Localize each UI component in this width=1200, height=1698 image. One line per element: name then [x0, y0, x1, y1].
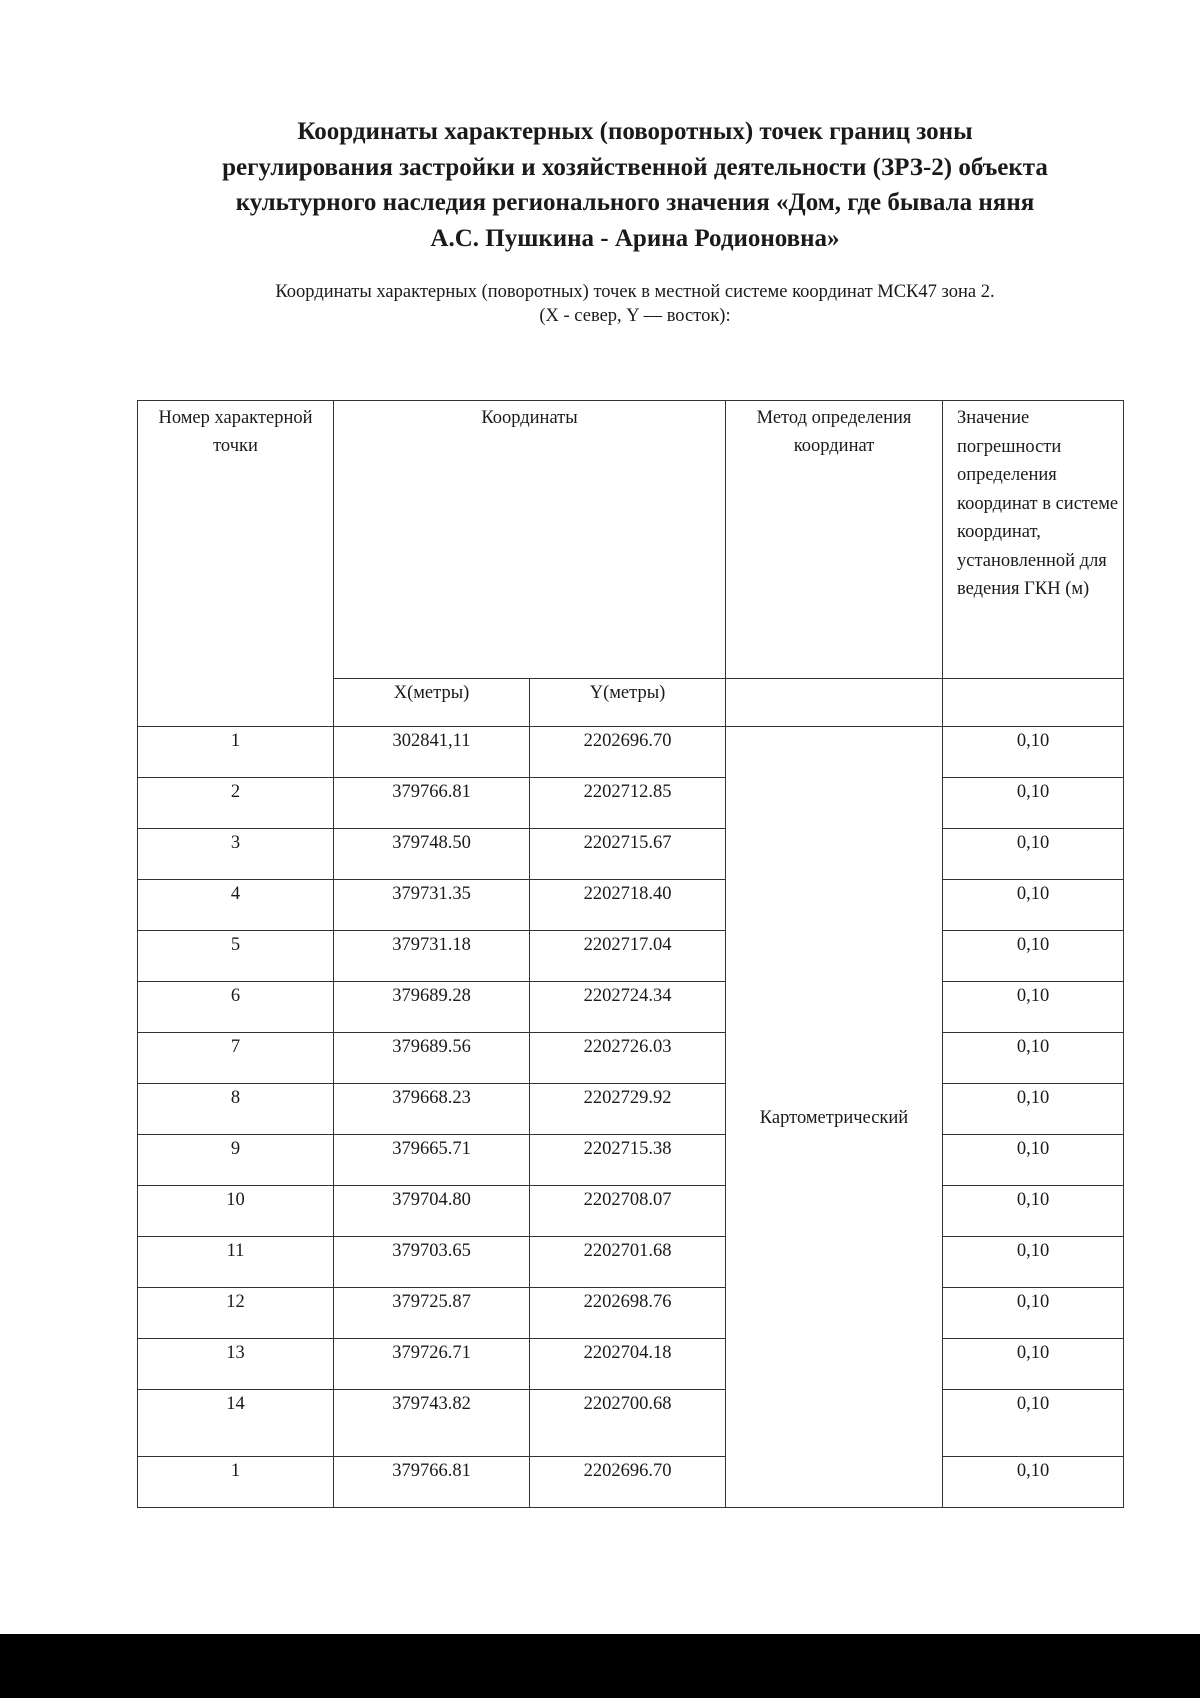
table-row	[138, 880, 1124, 931]
subtitle-line: (X - север, Y — восток):	[539, 306, 731, 326]
cell-x: 379689.28	[334, 982, 530, 1033]
cell-error: 0,10	[943, 1135, 1124, 1186]
cell-point-number: 12	[138, 1288, 334, 1339]
header-x: X(метры)	[334, 679, 530, 727]
cell-point-number: 5	[138, 931, 334, 982]
cell-point-number: 6	[138, 982, 334, 1033]
header-method-empty	[726, 679, 943, 727]
cell-y: 2202717.04	[530, 931, 726, 982]
cell-error: 0,10	[943, 880, 1124, 931]
cell-error: 0,10	[943, 829, 1124, 880]
cell-x: 379766.81	[334, 778, 530, 829]
table-header-row	[138, 401, 1124, 679]
coordinates-table	[137, 400, 1124, 1508]
cell-y: 2202701.68	[530, 1237, 726, 1288]
cell-y: 2202700.68	[530, 1390, 726, 1457]
table-row	[138, 931, 1124, 982]
cell-x: 379689.56	[334, 1033, 530, 1084]
cell-error: 0,10	[943, 1186, 1124, 1237]
header-error: Значение погрешности определения координат в системе координат, установленной для ведения ГКН (м)	[943, 401, 1124, 679]
table-row	[138, 1390, 1124, 1457]
cell-x: 379731.35	[334, 880, 530, 931]
cell-error: 0,10	[943, 931, 1124, 982]
cell-error: 0,10	[943, 982, 1124, 1033]
table-row	[138, 1339, 1124, 1390]
cell-point-number: 4	[138, 880, 334, 931]
cell-y: 2202729.92	[530, 1084, 726, 1135]
cell-method: Картометрический	[726, 727, 943, 1508]
cell-x: 379703.65	[334, 1237, 530, 1288]
cell-error: 0,10	[943, 1390, 1124, 1457]
cell-point-number: 3	[138, 829, 334, 880]
cell-y: 2202698.76	[530, 1288, 726, 1339]
cell-point-number: 13	[138, 1339, 334, 1390]
cell-point-number: 8	[138, 1084, 334, 1135]
table-row	[138, 1237, 1124, 1288]
table-row	[138, 1033, 1124, 1084]
header-y: Y(метры)	[530, 679, 726, 727]
cell-x: 379743.82	[334, 1390, 530, 1457]
cell-point-number: 14	[138, 1390, 334, 1457]
cell-y: 2202726.03	[530, 1033, 726, 1084]
table-row	[138, 829, 1124, 880]
title-line: регулирования застройки и хозяйственной деятельности (ЗРЗ-2) объекта	[222, 153, 1048, 181]
table-row	[138, 1084, 1124, 1135]
cell-x: 379766.81	[334, 1457, 530, 1508]
table-row	[138, 1288, 1124, 1339]
cell-x: 379748.50	[334, 829, 530, 880]
cell-error: 0,10	[943, 1084, 1124, 1135]
title-line: Координаты характерных (поворотных) точек границ зоны	[297, 118, 973, 145]
header-point-number: Номер характерной точки	[138, 401, 334, 727]
cell-x: 379725.87	[334, 1288, 530, 1339]
cell-y: 2202708.07	[530, 1186, 726, 1237]
cell-point-number: 1	[138, 727, 334, 778]
header-error-empty	[943, 679, 1124, 727]
cell-x: 379731.18	[334, 931, 530, 982]
cell-y: 2202712.85	[530, 778, 726, 829]
table-row	[138, 1186, 1124, 1237]
cell-error: 0,10	[943, 1288, 1124, 1339]
table-row	[138, 1135, 1124, 1186]
cell-point-number: 1	[138, 1457, 334, 1508]
document-subtitle	[130, 280, 1140, 328]
header-method: Метод определения координат	[726, 401, 943, 679]
table-row	[138, 982, 1124, 1033]
cell-y: 2202715.67	[530, 829, 726, 880]
cell-y: 2202715.38	[530, 1135, 726, 1186]
cell-error: 0,10	[943, 1339, 1124, 1390]
scan-bottom-border	[0, 1634, 1200, 1698]
cell-y: 2202696.70	[530, 1457, 726, 1508]
cell-y: 2202696.70	[530, 727, 726, 778]
cell-y: 2202724.34	[530, 982, 726, 1033]
cell-y: 2202704.18	[530, 1339, 726, 1390]
cell-error: 0,10	[943, 778, 1124, 829]
cell-x: 379726.71	[334, 1339, 530, 1390]
cell-error: 0,10	[943, 727, 1124, 778]
cell-error: 0,10	[943, 1033, 1124, 1084]
cell-x: 379665.71	[334, 1135, 530, 1186]
cell-point-number: 9	[138, 1135, 334, 1186]
cell-x: 302841,11	[334, 727, 530, 778]
cell-point-number: 11	[138, 1237, 334, 1288]
table-row	[138, 1457, 1124, 1508]
cell-x: 379704.80	[334, 1186, 530, 1237]
title-line: А.С. Пушкина - Арина Родионовна»	[430, 224, 840, 252]
table-row	[138, 727, 1124, 778]
document-title	[130, 114, 1140, 256]
cell-x: 379668.23	[334, 1084, 530, 1135]
cell-error: 0,10	[943, 1457, 1124, 1508]
header-coordinates: Координаты	[334, 401, 726, 679]
title-line: культурного наследия регионального значения «Дом, где бывала няня	[235, 189, 1035, 216]
cell-point-number: 10	[138, 1186, 334, 1237]
cell-point-number: 2	[138, 778, 334, 829]
cell-error: 0,10	[943, 1237, 1124, 1288]
cell-point-number: 7	[138, 1033, 334, 1084]
table-row	[138, 778, 1124, 829]
subtitle-line: Координаты характерных (поворотных) точек в местной системе координат МСК47 зона 2.	[275, 282, 995, 302]
cell-y: 2202718.40	[530, 880, 726, 931]
